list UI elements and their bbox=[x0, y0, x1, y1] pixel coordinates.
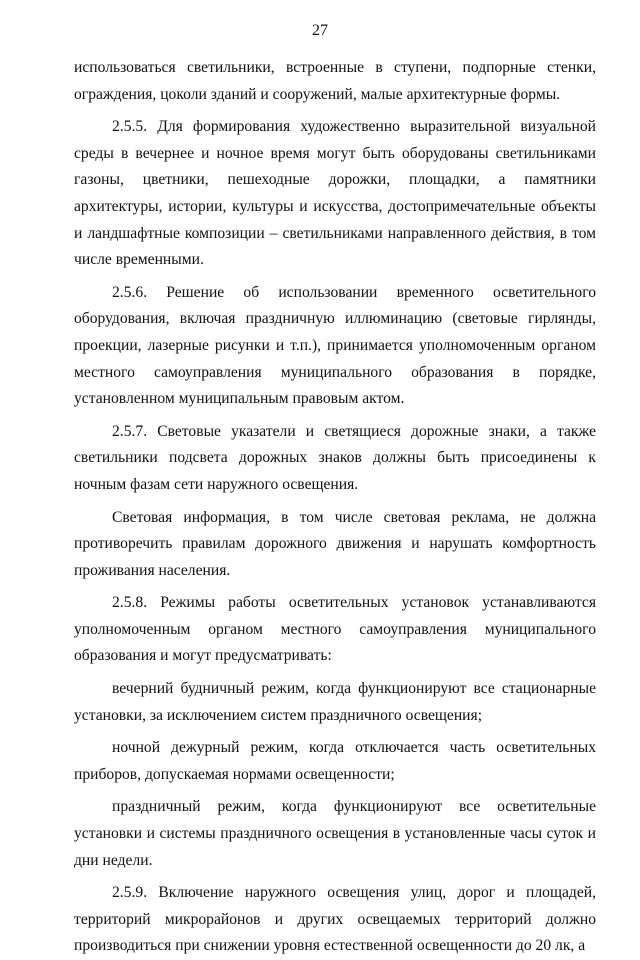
paragraph-holiday-mode: праздничный режим, когда функционируют все осветительные установки и системы праздничного освещения в установленные часы суток и дни недели. bbox=[74, 798, 596, 869]
paragraph-2-5-6: 2.5.6. Решение об использовании временного осветительного оборудования, включая праздничную иллюминацию (световые гирлянды, проекции, лазерные рисунки и т.п.), принимается уполномоченным органом местного самоуправления муниципального образования в порядке, установленном муниципальным правовым актом. bbox=[74, 283, 596, 408]
paragraph-2-5-8: 2.5.8. Режимы работы осветительных установок устанавливаются уполномоченным органом местного самоуправления муниципального образования и могут предусматривать: bbox=[74, 594, 596, 665]
paragraph-light-information: Световая информация, в том числе световая реклама, не должна противоречить правилам дорожного движения и нарушать комфортность проживания населения. bbox=[74, 508, 596, 579]
paragraph-2-5-5: 2.5.5. Для формирования художественно выразительной визуальной среды в вечернее и ночное время могут быть оборудованы светильниками газоны, цветники, пешеходные дорожки, площадки, а памятники архитектуры, истории, культуры и искусства, достопримечательные объекты и ландшафтные композиции – светильниками направленного действия, в том числе временными. bbox=[74, 118, 596, 269]
paragraph-2-5-7: 2.5.7. Световые указатели и светящиеся дорожные знаки, а также светильники подсвета дорожных знаков должны быть присоединены к ночным фазам сети наружного освещения. bbox=[74, 422, 596, 493]
page-number: 27 bbox=[312, 22, 328, 39]
paragraph-evening-mode: вечерний будничный режим, когда функционируют все стационарные установки, за исключением систем праздничного освещения; bbox=[74, 680, 596, 724]
paragraph-2-5-9: 2.5.9. Включение наружного освещения улиц, дорог и площадей, территорий микрорайонов и других освещаемых территорий должно производиться при снижении уровня естественной освещенности до 20 лк, а bbox=[74, 884, 596, 955]
paragraph-continuation: использоваться светильники, встроенные в ступени, подпорные стенки, ограждения, цоколи зданий и сооружений, малые архитектурные формы. bbox=[74, 59, 596, 103]
paragraph-night-mode: ночной дежурный режим, когда отключается часть осветительных приборов, допускаемая нормами освещенности; bbox=[74, 739, 596, 783]
body-text bbox=[74, 55, 596, 960]
